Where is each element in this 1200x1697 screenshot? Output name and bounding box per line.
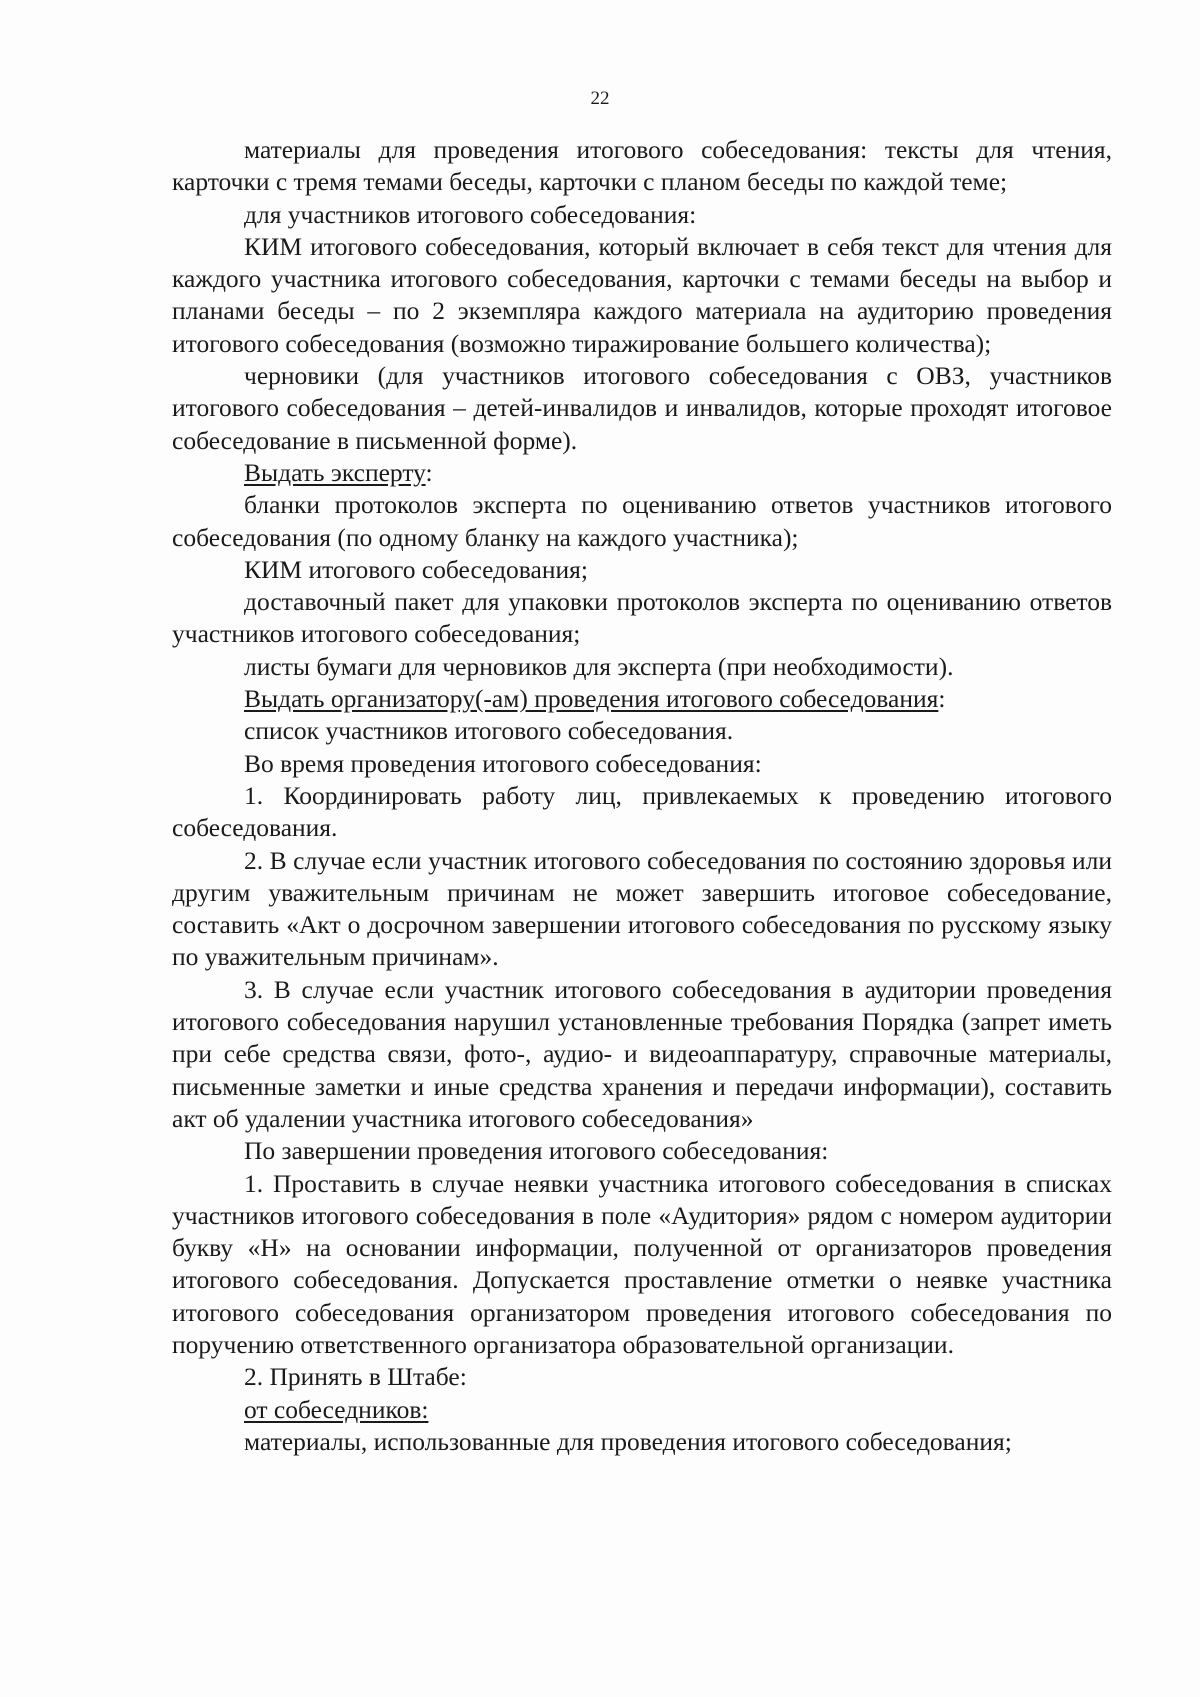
paragraph-materials: материалы для проведения итогового собеседования: тексты для чтения, карточки с тремя темами беседы, карточки с планом беседы по каждой теме; bbox=[172, 135, 1112, 197]
paragraph-draft-sheets: листы бумаги для черновиков для эксперта (при необходимости). bbox=[244, 651, 954, 681]
paragraph-used-materials: материалы, использованные для проведения итогового собеседования; bbox=[244, 1426, 1012, 1456]
paragraph-kim-expert: КИМ итогового собеседования; bbox=[244, 554, 588, 584]
paragraph-item-accept-hq: 2. Принять в Штабе: bbox=[244, 1362, 467, 1392]
paragraph-item-coordinate: 1. Координировать работу лиц, привлекаемых к проведению итогового собеседования. bbox=[172, 780, 1112, 843]
paragraph-item-early-completion: 2. В случае если участник итогового собеседования по состоянию здоровья или другим уважительным причинам не может завершить итоговое собеседование, составить «Акт о досрочном завершении итогового собеседования по русскому языку по уважительным причинам». bbox=[172, 845, 1112, 972]
paragraph-during-interview: Во время проведения итогового собеседования: bbox=[244, 748, 762, 778]
paragraph-kim: КИМ итогового собеседования, который включает в себя текст для чтения для каждого участника итогового собеседования, карточки с темами беседы на выбор и планами беседы – по 2 экземпляра каждого материала на аудиторию проведения итогового собеседования (возможно тиражирование большего количества); bbox=[172, 231, 1112, 358]
paragraph-drafts: черновики (для участников итогового собеседования с ОВЗ, участников итогового собеседования – детей-инвалидов и инвалидов, которые проходят итоговое собеседование в письменной форме). bbox=[172, 361, 1112, 455]
document-body bbox=[172, 134, 1112, 1458]
paragraph-item-absence-mark: 1. Проставить в случае неявки участника итогового собеседования в списках участников итогового собеседования в поле «Аудитория» рядом с номером аудитории букву «Н» на основании информации, полученной от организаторов проведения итогового собеседования. Допускается проставление отметки о неявке участника итогового собеседования организатором проведения итогового собеседования по поручению ответственного организатора образовательной организации. bbox=[172, 1168, 1112, 1359]
heading-issue-to-expert: Выдать эксперту: bbox=[244, 457, 433, 487]
paragraph-for-participants: для участников итогового собеседования: bbox=[244, 199, 697, 229]
paragraph-after-interview: По завершении проведения итогового собеседования: bbox=[244, 1136, 829, 1166]
page-number: 22 bbox=[590, 88, 610, 109]
paragraph-participant-list: список участников итогового собеседования. bbox=[244, 716, 734, 746]
paragraph-item-removal: 3. В случае если участник итогового собеседования в аудитории проведения итогового собеседования нарушил установленные требования Порядка (запрет иметь при себе средства связи, фото-, аудио- и видеоаппаратуру, справочные материалы, письменные заметки и иные средства хранения и передачи информации), составить акт об удалении участника итогового собеседования» bbox=[172, 974, 1112, 1133]
heading-issue-to-organizer: Выдать организатору(-ам) проведения итогового собеседования: bbox=[244, 684, 946, 714]
paragraph-protocol-forms: бланки протоколов эксперта по оцениванию ответов участников итогового собеседования (по одному бланку на каждого участника); bbox=[172, 490, 1112, 552]
paragraph-delivery-package: доставочный пакет для упаковки протоколов эксперта по оцениванию ответов участников итогового собеседования; bbox=[172, 587, 1112, 649]
heading-from-interviewers: от собеседников: bbox=[244, 1394, 429, 1424]
